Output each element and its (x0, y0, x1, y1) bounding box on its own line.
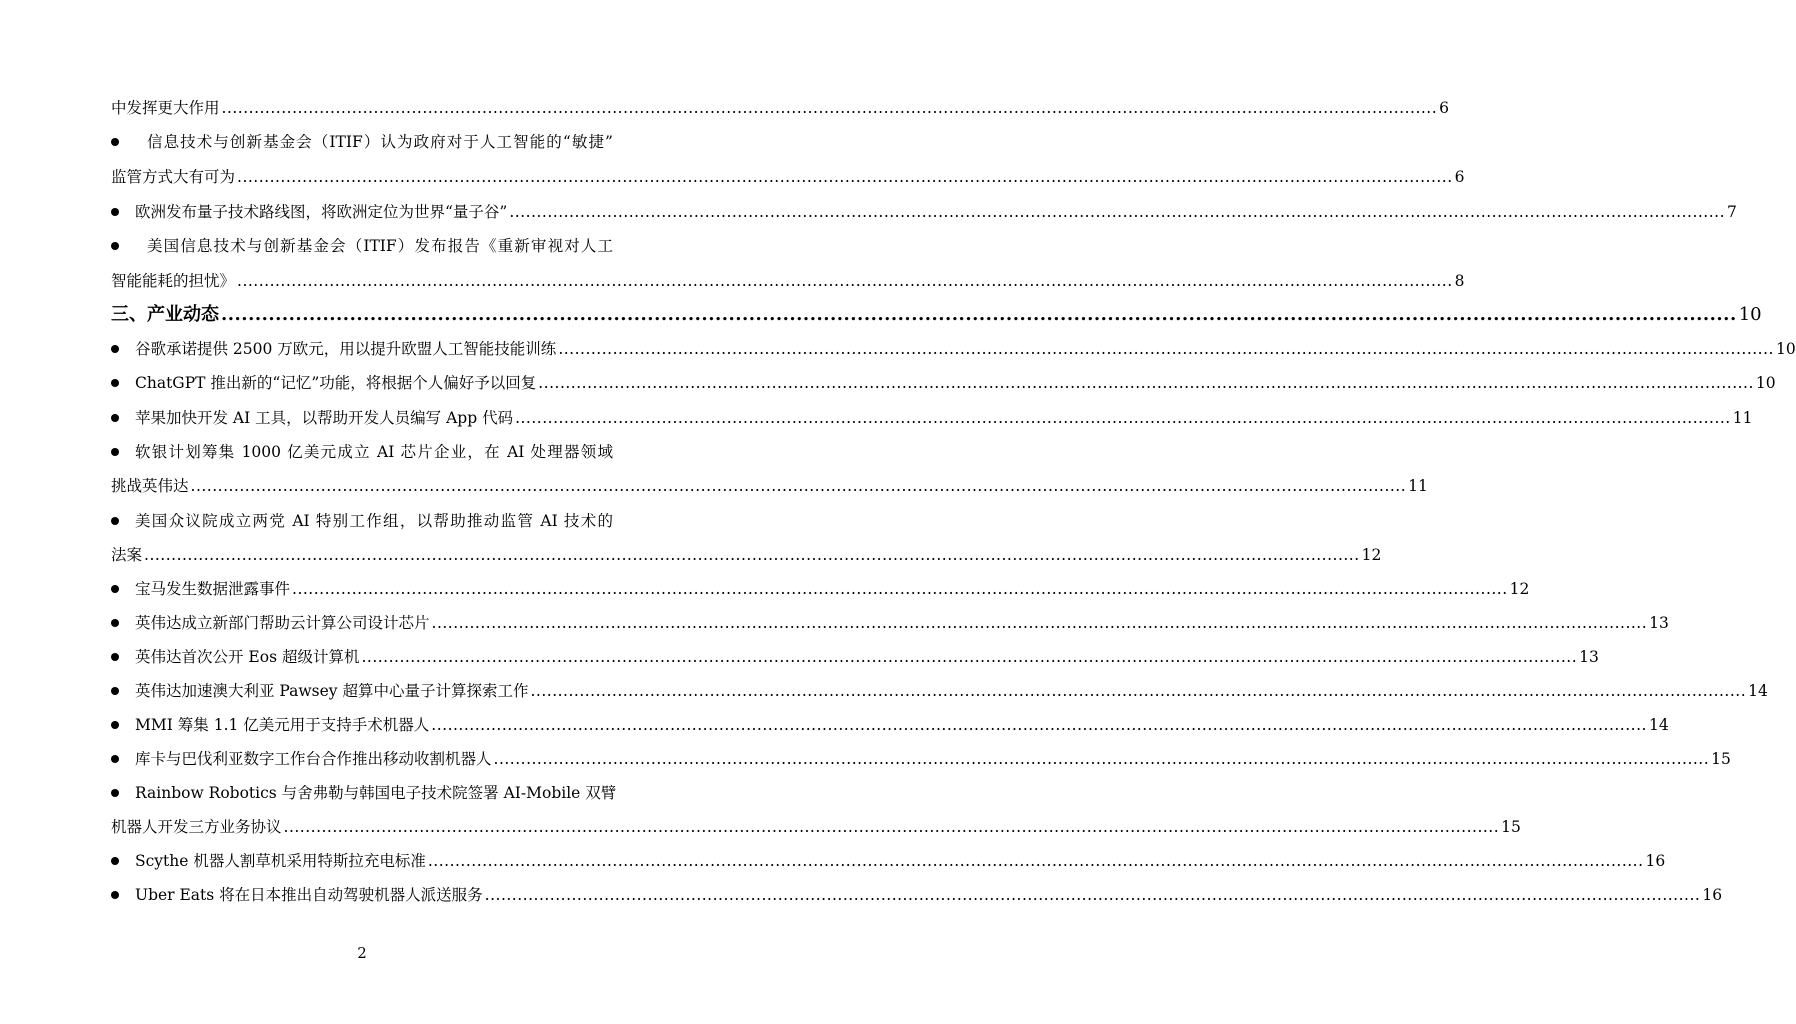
toc-entry[interactable] (111, 338, 1796, 360)
toc-entry-text: 英伟达加速澳大利亚 Pawsey 超算中心量子计算探索工作 (135, 682, 529, 700)
toc-entry-text: 监管方式大有可为 (111, 168, 236, 186)
bullet-icon (111, 789, 119, 797)
toc-leader (191, 475, 1407, 497)
bullet-icon (111, 721, 119, 729)
toc-entry[interactable] (111, 612, 1669, 634)
toc-entry[interactable] (111, 441, 613, 463)
toc-leader (538, 372, 1754, 394)
toc-page-number: 14 (1748, 682, 1768, 700)
toc-entry-text: 苹果加快开发 AI 工具，以帮助开发人员编写 App 代码 (135, 409, 514, 427)
toc-entry[interactable] (111, 748, 1731, 770)
toc-page-number: 11 (1408, 477, 1428, 495)
bullet-icon (111, 517, 119, 525)
toc-page-number: 8 (1454, 272, 1465, 290)
toc-entry-continuation[interactable] (111, 816, 1521, 838)
toc-page-number: 10 (1738, 304, 1762, 325)
toc-entry-text: ChatGPT 推出新的“记忆”功能，将根据个人偏好予以回复 (135, 374, 537, 392)
toc-entry[interactable] (111, 850, 1666, 872)
toc-page-number: 10 (1755, 374, 1776, 392)
toc-entry-text: Scythe 机器人割草机采用特斯拉充电标准 (135, 852, 426, 870)
toc-leader (428, 850, 1644, 872)
bullet-icon (111, 242, 119, 250)
toc-entry-text: 美国众议院成立两党 AI 特别工作组，以帮助推动监管 AI 技术的 (135, 512, 613, 530)
toc-page-number: 16 (1645, 852, 1666, 870)
toc-entry[interactable] (111, 372, 1776, 394)
toc-entry[interactable] (111, 407, 1753, 429)
toc-entry-text: 库卡与巴伐利亚数字工作台合作推出移动收割机器人 (135, 750, 492, 768)
toc-entry-text: 软银计划筹集 1000 亿美元成立 AI 芯片企业，在 AI 处理器领域 (135, 443, 613, 461)
bullet-icon (111, 138, 119, 146)
toc-page-number: 12 (1509, 580, 1530, 598)
toc-leader (144, 544, 1360, 566)
toc-page-number: 15 (1501, 818, 1521, 836)
toc-leader (361, 646, 1577, 668)
bullet-icon (111, 448, 119, 456)
page-number-footer: 2 (357, 944, 367, 962)
toc-entry-text: 挑战英伟达 (111, 477, 189, 495)
toc-entry-continuation[interactable] (111, 166, 1465, 188)
toc-entry-text: Uber Eats 将在日本推出自动驾驶机器人派送服务 (135, 886, 483, 904)
toc-entry-text: 英伟达成立新部门帮助云计算公司设计芯片 (135, 614, 430, 632)
bullet-icon (111, 379, 119, 387)
section-title: 三、产业动态 (111, 304, 219, 325)
toc-page-number: 13 (1579, 648, 1599, 666)
toc-leader (432, 612, 1648, 634)
bullet-icon (111, 208, 119, 216)
bullet-icon (111, 857, 119, 865)
toc-entry[interactable] (111, 235, 613, 257)
bullet-icon (111, 414, 119, 422)
toc-leader (558, 338, 1774, 360)
toc-entry-text: Rainbow Robotics 与舍弗勒与韩国电子技术院签署 AI-Mobile 双臂 (135, 784, 617, 802)
toc-leader (237, 166, 1453, 188)
bullet-icon (111, 755, 119, 763)
toc-entry-text: 宝马发生数据泄露事件 (135, 580, 291, 598)
toc-leader (431, 714, 1647, 736)
toc-entry[interactable] (111, 97, 1450, 119)
toc-entry-continuation[interactable] (111, 544, 1382, 566)
toc-entry[interactable] (111, 714, 1669, 736)
toc-leader (485, 884, 1701, 906)
toc-entry[interactable] (111, 646, 1599, 668)
toc-page-number: 10 (1775, 340, 1796, 358)
toc-leader (292, 578, 1508, 600)
toc-entry[interactable] (111, 131, 613, 153)
bullet-icon (111, 585, 119, 593)
toc-entry-text: 智能能耗的担忧》 (111, 272, 236, 290)
toc-leader (530, 680, 1746, 702)
toc-entry[interactable] (111, 680, 1768, 702)
toc-entry-text: 欧洲发布量子技术路线图，将欧洲定位为世界“量子谷” (135, 203, 508, 221)
toc-entry-text: 谷歌承诺提供 2500 万欧元，用以提升欧盟人工智能技能训练 (135, 340, 557, 358)
bullet-icon (111, 891, 119, 899)
toc-page-number: 12 (1361, 546, 1382, 564)
toc-entry-text: 信息技术与创新基金会（ITIF）认为政府对于人工智能的“敏捷” (147, 133, 613, 151)
toc-entry-text: 英伟达首次公开 Eos 超级计算机 (135, 648, 360, 666)
toc-leader (515, 407, 1731, 429)
toc-leader (237, 270, 1453, 292)
toc-section-heading[interactable] (111, 302, 1762, 328)
toc-entry[interactable] (111, 201, 1737, 223)
toc-page-number: 6 (1454, 168, 1465, 186)
toc-entry[interactable] (111, 884, 1723, 906)
toc-page-number: 13 (1649, 614, 1669, 632)
toc-entry-continuation[interactable] (111, 270, 1465, 292)
toc-page-number: 15 (1711, 750, 1731, 768)
toc-entry-continuation[interactable] (111, 475, 1428, 497)
toc-page-number: 7 (1727, 203, 1737, 221)
toc-leader (509, 201, 1725, 223)
toc-entry-text: MMI 筹集 1.1 亿美元用于支持手术机器人 (135, 716, 430, 734)
bullet-icon (111, 619, 119, 627)
toc-entry[interactable] (111, 510, 613, 532)
toc-leader (222, 97, 1438, 119)
toc-leader (221, 302, 1737, 328)
bullet-icon (111, 687, 119, 695)
toc-entry[interactable] (111, 782, 617, 804)
toc-page-number: 11 (1732, 409, 1753, 427)
toc-entry-text: 中发挥更大作用 (111, 99, 220, 117)
toc-entry-text: 美国信息技术与创新基金会（ITIF）发布报告《重新审视对人工 (147, 237, 613, 255)
toc-page-number: 14 (1648, 716, 1669, 734)
toc-leader (284, 816, 1500, 838)
toc-entry-text: 法案 (111, 546, 143, 564)
toc-page-number: 16 (1702, 886, 1723, 904)
bullet-icon (111, 345, 119, 353)
toc-page-number: 6 (1439, 99, 1450, 117)
toc-entry[interactable] (111, 578, 1530, 600)
toc-entry-text: 机器人开发三方业务协议 (111, 818, 282, 836)
bullet-icon (111, 653, 119, 661)
toc-leader (494, 748, 1710, 770)
